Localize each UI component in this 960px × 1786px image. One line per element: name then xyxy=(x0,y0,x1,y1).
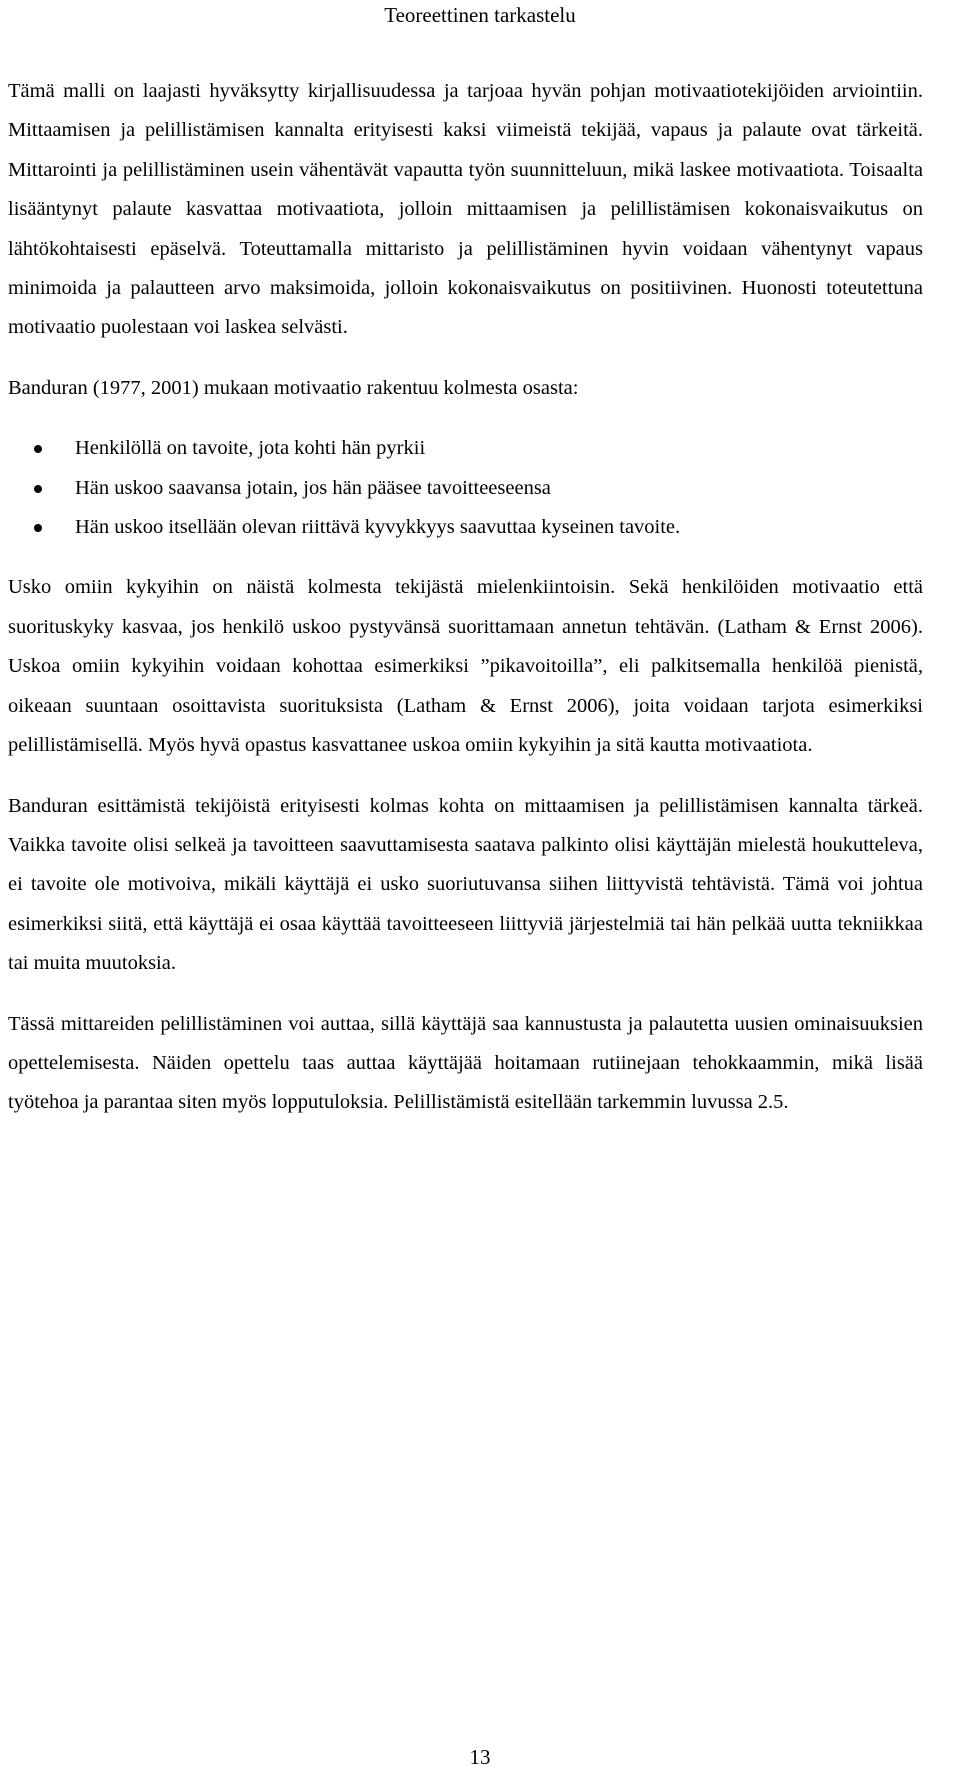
bandura-factors-list xyxy=(8,429,923,547)
list-item xyxy=(8,469,923,508)
bullet-icon xyxy=(34,524,42,532)
paragraph-gamification: Tässä mittareiden pelillistäminen voi auttaa, sillä käyttäjä saa kannustusta ja palautetta uusien ominaisuuksien opettelemisesta. Näiden opettelu taas auttaa käyttäjää hoitamaan rutiinejaan tehokkaammin, mikä lisää työtehoa ja parantaa siten myös lopputuloksia. Pelillistämistä esitellään tarkemmin luvussa 2.5. xyxy=(8,1012,923,1114)
paragraph-motivation-model: Tämä malli on laajasti hyväksytty kirjallisuudessa ja tarjoaa hyvän pohjan motivaatiotekijöiden arviointiin. Mittaamisen ja pelillistämisen kannalta erityisesti kaksi viimeistä tekijää, vapaus ja palaute ovat tärkeitä. Mittarointi ja pelillistäminen usein vähentävät vapautta työn suunnitteluun, mikä laskee motivaatiota. Toisaalta lisääntynyt palaute kasvattaa motivaatiota, jolloin mittaamisen ja pelillistämisen kokonaisvaikutus on lähtökohtaisesti epäselvä. Toteuttamalla mittaristo ja pelillistäminen hyvin voidaan vähentynyt vapaus minimoida ja palautteen arvo maksimoida, jolloin kokonaisvaikutus on positiivinen. Huonosti toteutettuna motivaatio puolestaan voi laskea selvästi. xyxy=(8,80,923,339)
list-item xyxy=(8,508,923,547)
paragraph-third-factor: Banduran esittämistä tekijöistä erityisesti kolmas kohta on mittaamisen ja pelillistämisen kannalta tärkeä. Vaikka tavoite olisi selkeä ja tavoitteen saavuttamisesta saatava palkinto olisi käyttäjän mielestä houkutteleva, ei tavoite ole motivoiva, mikäli käyttäjä ei usko suoriutuvansa siihen liittyvistä tehtävistä. Tämä voi johtua esimerkiksi siitä, että käyttäjä ei osaa käyttää tavoitteeseen liittyviä järjestelmiä tai hän pelkää uutta tekniikkaa tai muita muutoksia. xyxy=(8,794,923,975)
list-item-text: Henkilöllä on tavoite, jota kohti hän pyrkii xyxy=(75,437,426,460)
paragraph-self-efficacy: Usko omiin kykyihin on näistä kolmesta tekijästä mielenkiintoisin. Sekä henkilöiden motivaatio että suorituskyky kasvaa, jos henkilö uskoo pystyvänsä suorittamaan annetun tehtävän. (Latham & Ernst 2006). Uskoa omiin kykyihin voidaan kohottaa esimerkiksi ”pikavoitoilla”, eli palkitsemalla henkilöä pienistä, oikeaan suuntaan osoittavista suorituksista (Latham & Ernst 2006), joita voidaan tarjota esimerkiksi pelillistämisellä. Myös hyvä opastus kasvattanee uskoa omiin kykyihin ja sitä kautta motivaatiota. xyxy=(8,576,923,757)
running-header: Teoreettinen tarkastelu xyxy=(384,3,576,27)
paragraph-bandura-intro: Banduran (1977, 2001) mukaan motivaatio rakentuu kolmesta osasta: xyxy=(8,376,579,399)
list-item-text: Hän uskoo itsellään olevan riittävä kyvykkyys saavuttaa kyseinen tavoite. xyxy=(75,516,681,539)
document-body xyxy=(8,72,923,1123)
list-item-text: Hän uskoo saavansa jotain, jos hän pääsee tavoitteeseensa xyxy=(75,476,551,499)
bullet-icon xyxy=(34,445,42,453)
page-number: 13 xyxy=(469,1745,491,1769)
bullet-icon xyxy=(34,485,42,493)
list-item xyxy=(8,429,923,468)
